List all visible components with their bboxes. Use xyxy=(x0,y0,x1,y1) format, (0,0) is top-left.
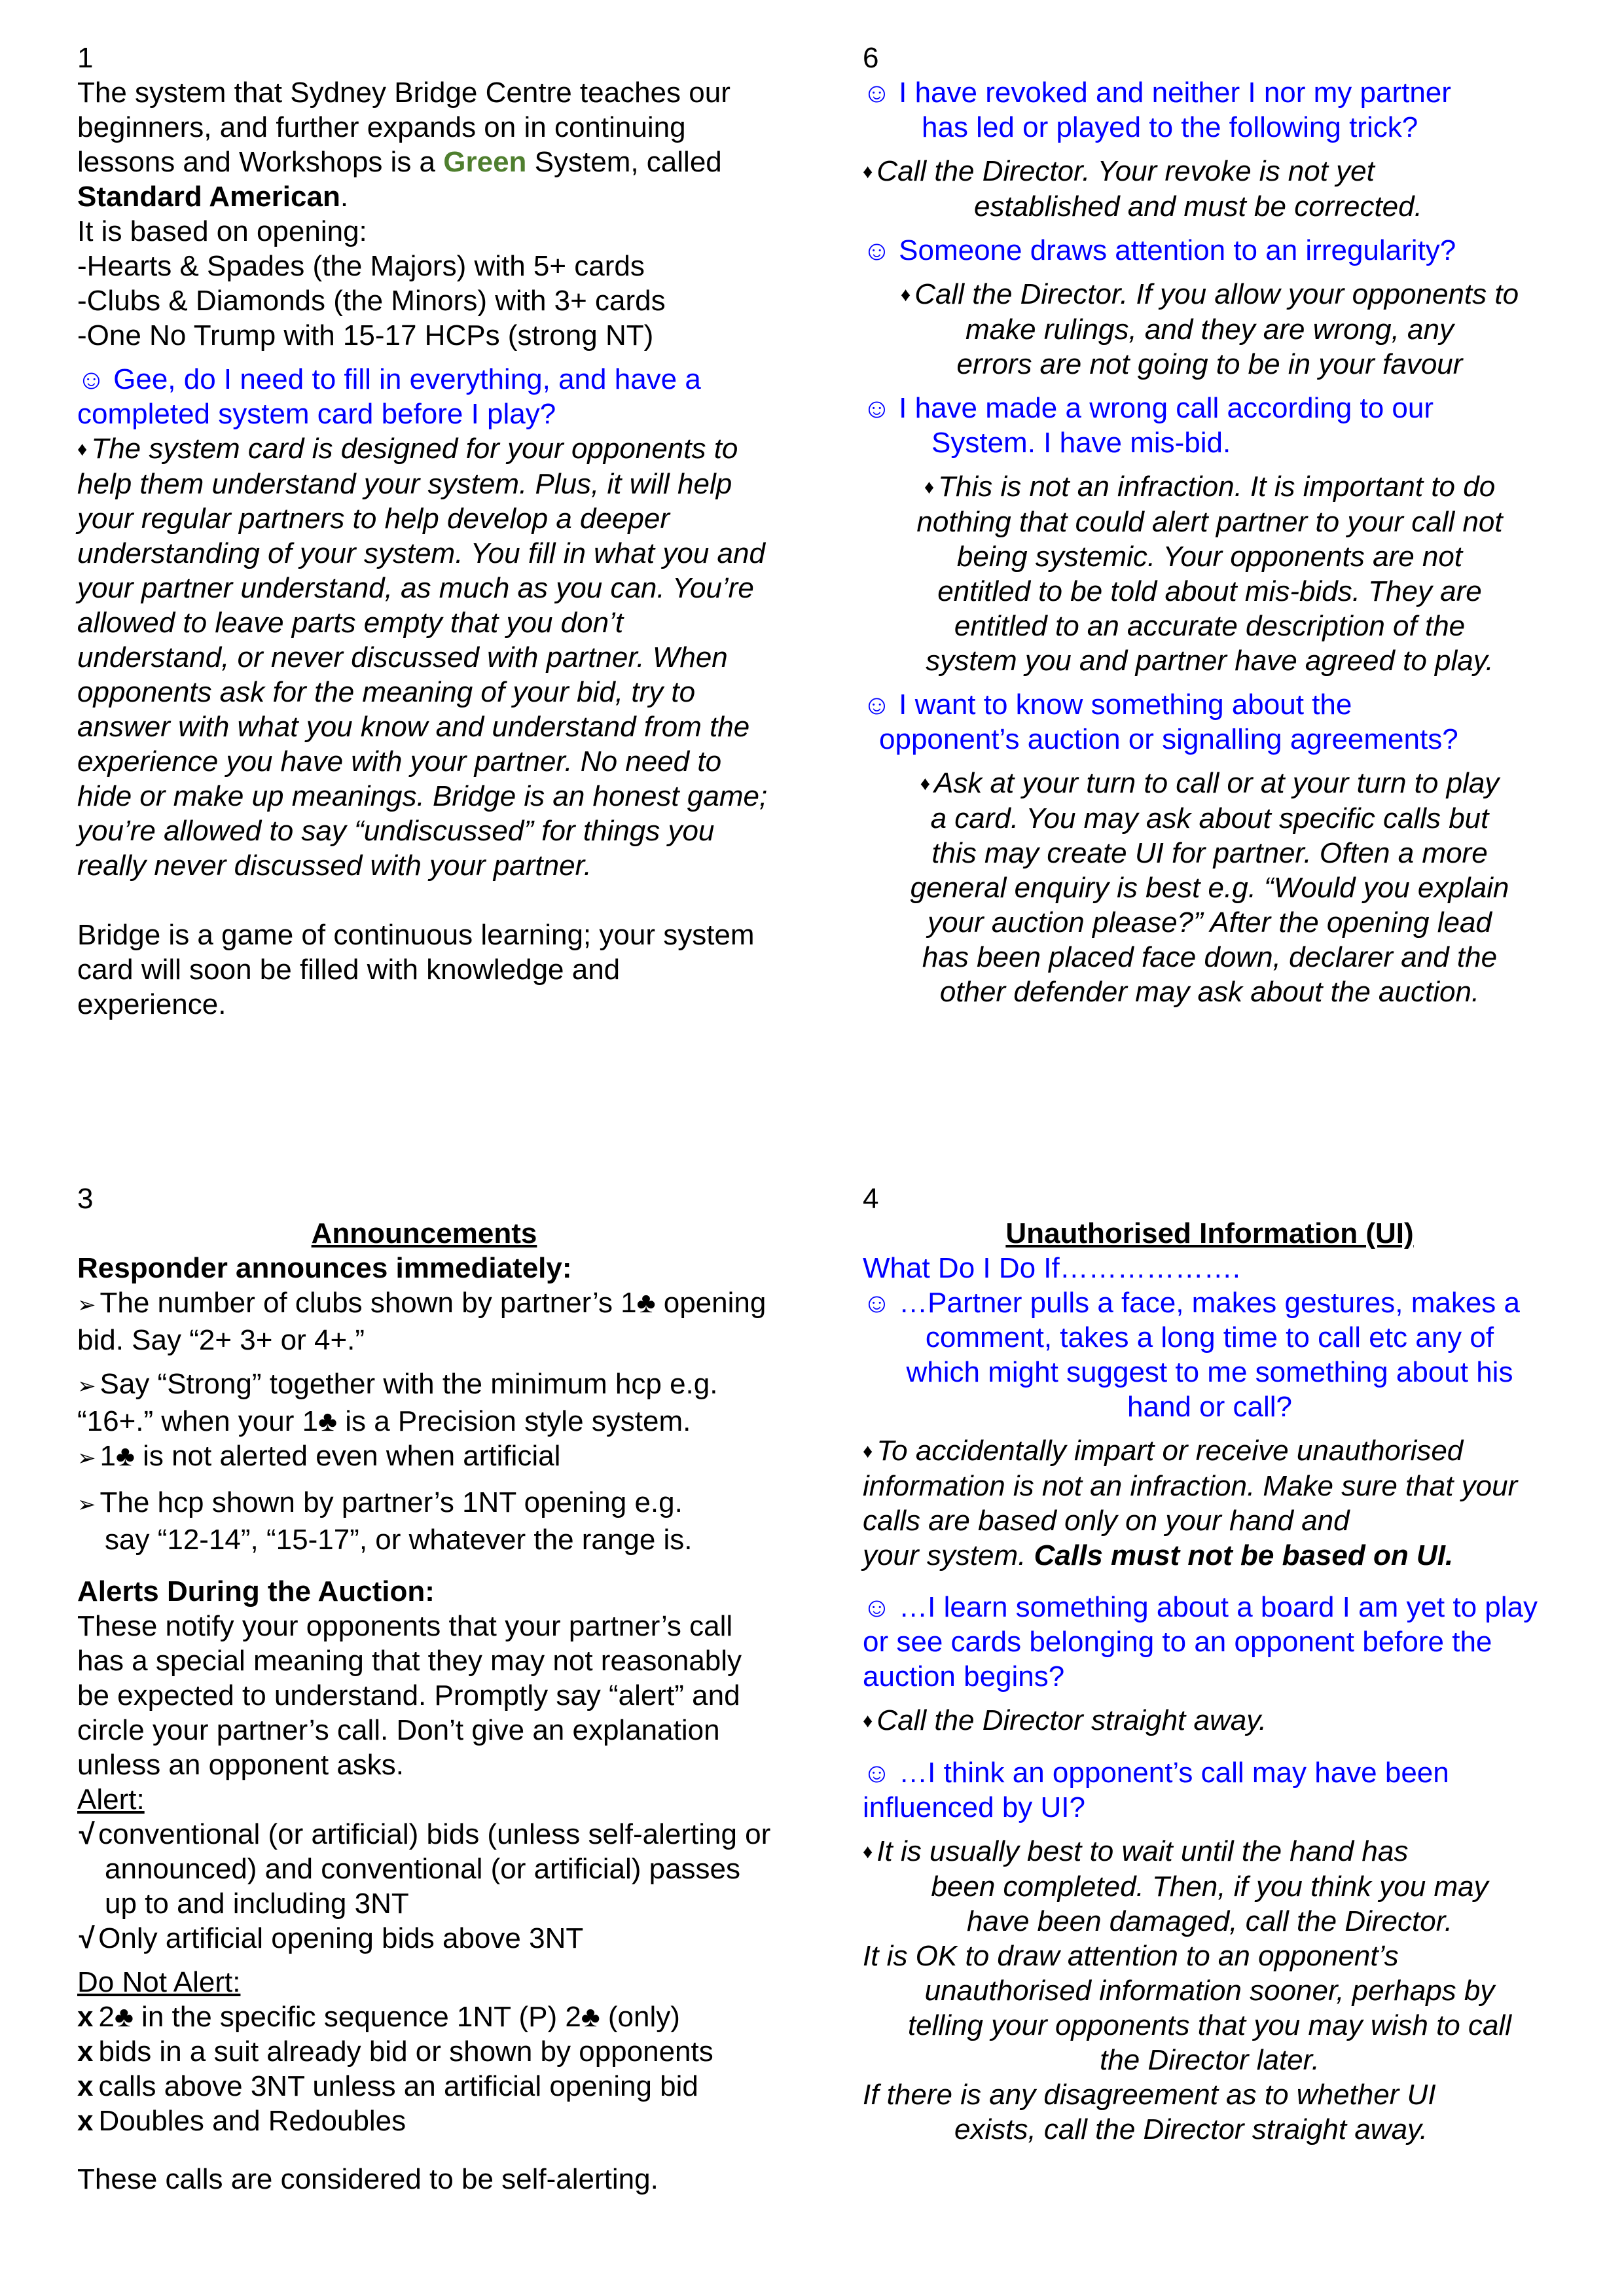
check-icon: √ xyxy=(77,1922,94,1954)
question-text: comment, takes a long time to call etc any of xyxy=(925,1321,1494,1354)
intro-text: The system that Sydney Bridge Centre teaches our beginners, and further expands on in continuing lessons and Workshops is a xyxy=(77,77,731,178)
announce-text: 1♣ is not alerted even when artificial xyxy=(99,1440,561,1472)
answer-text: have been damaged, call the Director. xyxy=(967,1905,1453,1937)
faq-question xyxy=(863,1590,1557,1694)
smiley-icon: ☺ xyxy=(863,77,891,108)
intro-text-2: System, called xyxy=(526,146,722,178)
answer-text: This is not an infraction. It is important to do xyxy=(938,471,1496,503)
cross-icon: x xyxy=(77,2001,94,2033)
opening-item: -Clubs & Diamonds (the Minors) with 3+ cards xyxy=(77,285,666,317)
announce-item xyxy=(77,1367,771,1439)
do-not-alert-item xyxy=(77,2069,771,2104)
do-not-alert-item xyxy=(77,2104,771,2138)
smiley-icon: ☺ xyxy=(863,235,891,266)
answer-text: system you and partner have agreed to play. xyxy=(926,645,1494,677)
answer-text: been completed. Then, if you think you may xyxy=(931,1871,1489,1903)
answer-text: other defender may ask about the auction. xyxy=(939,976,1480,1008)
question-text: …I learn something about a board I am yet to play or see cards belonging to an opponent before the auction begins? xyxy=(863,1591,1538,1693)
arrow-bullet-icon: ➢ xyxy=(77,1293,96,1318)
alerts-heading: Alerts During the Auction: xyxy=(77,1575,435,1607)
diamond-icon: ♦ xyxy=(77,439,88,460)
faq-question xyxy=(863,391,1557,460)
section-title: Announcements xyxy=(311,1217,537,1249)
question-text: …Partner pulls a face, makes gestures, makes a xyxy=(899,1287,1520,1319)
note-text: the Director later. xyxy=(1100,2044,1320,2076)
smiley-icon: ☺ xyxy=(863,689,891,720)
closing-note: These calls are considered to be self-alerting. xyxy=(77,2163,659,2195)
ui-note xyxy=(863,1939,1557,2077)
faq-answer xyxy=(863,1433,1557,1573)
cross-icon: x xyxy=(77,2070,94,2102)
answer-text: your system. xyxy=(863,1539,1034,1571)
answer-text: a card. You may ask about specific calls but xyxy=(930,802,1489,834)
do-not-alert-item xyxy=(77,2000,771,2034)
panel-number: 6 xyxy=(863,42,879,74)
note-text: If there is any disagreement as to whether UI xyxy=(863,2079,1436,2111)
faq-question xyxy=(863,75,1557,145)
do-not-alert-item xyxy=(77,2034,771,2069)
question-text: Someone draws attention to an irregularity? xyxy=(899,234,1456,266)
opening-item: -Hearts & Spades (the Majors) with 5+ cards xyxy=(77,250,645,282)
faq-answer xyxy=(863,1703,1557,1738)
announce-item xyxy=(77,1485,771,1557)
diamond-icon: ♦ xyxy=(863,1841,873,1863)
faq-answer xyxy=(863,277,1557,382)
announce-text: The number of clubs shown by partner’s 1♣ opening bid. Say “2+ 3+ or 4+.” xyxy=(77,1287,767,1356)
lead-in: What Do I Do If………………. xyxy=(863,1252,1240,1284)
answer-text: general enquiry is best e.g. “Would you explain xyxy=(910,872,1509,904)
ui-note xyxy=(863,2077,1557,2147)
diamond-icon: ♦ xyxy=(900,284,911,306)
faq-answer xyxy=(863,1834,1557,1939)
question-text: Gee, do I need to fill in everything, and have a completed system card before I play? xyxy=(77,363,701,430)
answer-text: your auction please?” After the opening lead xyxy=(928,906,1492,939)
alert-text: conventional (or artificial) bids (unless self-alerting or announced) and conventional (or artificial) passes up to and including 3NT xyxy=(98,1818,771,1920)
do-not-alert-text: 2♣ in the specific sequence 1NT (P) 2♣ (only) xyxy=(98,2001,680,2033)
announce-item xyxy=(77,1285,771,1357)
announce-text: say “12-14”, “15-17”, or whatever the range is. xyxy=(105,1524,693,1556)
faq-answer xyxy=(863,766,1557,1009)
note-text: It is OK to draw attention to an opponent’s xyxy=(863,1940,1399,1972)
diamond-icon: ♦ xyxy=(863,1441,873,1462)
answer-text: make rulings, and they are wrong, any xyxy=(965,314,1454,346)
note-text: telling your opponents that you may wish to call xyxy=(907,2009,1512,2041)
question-text: has led or played to the following trick? xyxy=(922,111,1418,143)
announce-text: Say “Strong” together with the minimum hcp e.g. “16+.” when your 1♣ is a Precision style system. xyxy=(77,1368,718,1437)
answer-text: To accidentally impart or receive unauthorised information is not an infraction. Make sure that your calls are based only on your hand and xyxy=(863,1435,1518,1537)
responder-heading: Responder announces immediately: xyxy=(77,1252,572,1284)
smiley-icon: ☺ xyxy=(863,1757,891,1788)
panel-4-unauthorised-information xyxy=(863,1181,1557,2147)
announce-text: The hcp shown by partner’s 1NT opening e.g. xyxy=(99,1486,683,1518)
panel-1-system-intro xyxy=(77,41,771,1022)
question-text: I have made a wrong call according to our xyxy=(899,392,1434,424)
green-system-label: Green xyxy=(443,146,527,178)
check-icon: √ xyxy=(77,1818,94,1850)
question-text: …I think an opponent’s call may have been influenced by UI? xyxy=(863,1757,1449,1823)
answer-text: Call the Director straight away. xyxy=(876,1704,1267,1736)
based-on-label: It is based on opening: xyxy=(77,215,367,247)
diamond-icon: ♦ xyxy=(863,1710,873,1732)
standard-american-label: Standard American xyxy=(77,181,340,213)
faq-question xyxy=(863,1755,1557,1825)
faq-question xyxy=(77,362,771,431)
do-not-alert-text: Doubles and Redoubles xyxy=(98,2105,406,2137)
panel-6-irregularities xyxy=(863,41,1557,1009)
question-text: which might suggest to me something about his xyxy=(906,1356,1513,1388)
opening-item: -One No Trump with 15-17 HCPs (strong NT) xyxy=(77,319,654,351)
answer-text: The system card is designed for your opponents to help them understand your system. Plus, it will help your regular partners to help develop a deeper understanding of your system. You fill in what you and your partner understand, as much as you can. You’re allowed to leave parts empty that you don’t understand, or never discussed with partner. When opponents ask for the meaning of your bid, try to answer with what you know and understand from the experience you have with your partner. No need to hide or make up meanings. Bridge is an honest game; you’re allowed to say “undiscussed” for things you really never discussed with your partner. xyxy=(77,433,768,882)
smiley-icon: ☺ xyxy=(863,393,891,423)
note-text: unauthorised information sooner, perhaps by xyxy=(924,1975,1495,2007)
alert-item xyxy=(77,1921,771,1956)
faq-question xyxy=(863,687,1557,757)
smiley-icon: ☺ xyxy=(863,1592,891,1623)
faq-answer xyxy=(863,469,1557,678)
question-text: System. I have mis-bid. xyxy=(931,427,1231,459)
answer-text: entitled to an accurate description of the xyxy=(954,610,1466,642)
alert-item xyxy=(77,1817,771,1921)
note-text: exists, call the Director straight away. xyxy=(954,2113,1428,2145)
arrow-bullet-icon: ➢ xyxy=(77,1492,96,1517)
alert-label: Alert: xyxy=(77,1784,145,1816)
diamond-icon: ♦ xyxy=(920,773,930,795)
panel-3-announcements xyxy=(77,1181,771,2197)
section-title: Unauthorised Information (UI) xyxy=(1005,1217,1414,1249)
faq-question xyxy=(863,233,1557,268)
diamond-icon: ♦ xyxy=(863,161,873,183)
answer-text: Call the Director. Your revoke is not yet xyxy=(876,155,1375,187)
do-not-alert-label: Do Not Alert: xyxy=(77,1966,241,1998)
answer-text: has been placed face down, declarer and the xyxy=(922,941,1498,973)
arrow-bullet-icon: ➢ xyxy=(77,1374,96,1399)
do-not-alert-text: calls above 3NT unless an artificial opening bid xyxy=(98,2070,698,2102)
cross-icon: x xyxy=(77,2036,94,2068)
intro-end: . xyxy=(340,181,349,213)
cross-icon: x xyxy=(77,2105,94,2137)
alert-text: Only artificial opening bids above 3NT xyxy=(98,1922,584,1954)
announce-item xyxy=(77,1439,771,1476)
faq-answer xyxy=(863,154,1557,224)
answer-text: established and must be corrected. xyxy=(974,190,1422,223)
alerts-description: These notify your opponents that your partner’s call has a special meaning that they may not reasonably be expected to understand. Promptly say “alert” and circle your partner’s call. Don’t give an explanation unless an opponent asks. xyxy=(77,1610,742,1781)
faq-question xyxy=(863,1285,1557,1424)
answer-text: this may create UI for partner. Often a more xyxy=(931,837,1488,869)
panel-number: 3 xyxy=(77,1183,94,1215)
answer-text: Ask at your turn to call or at your turn to play xyxy=(934,767,1500,799)
ui-warning-bold: Calls must not be based on UI. xyxy=(1034,1539,1454,1571)
question-text: I want to know something about the xyxy=(899,689,1352,721)
intro-paragraph xyxy=(77,75,771,214)
faq-answer xyxy=(77,431,771,883)
smiley-icon: ☺ xyxy=(77,364,105,395)
question-text: hand or call? xyxy=(1127,1391,1292,1423)
answer-text: errors are not going to be in your favour xyxy=(956,348,1463,380)
answer-text: It is usually best to wait until the hand has xyxy=(876,1835,1409,1867)
question-text: opponent’s auction or signalling agreements? xyxy=(879,723,1458,755)
do-not-alert-text: bids in a suit already bid or shown by opponents xyxy=(98,2036,713,2068)
closing-paragraph: Bridge is a game of continuous learning; your system card will soon be filled with knowledge and experience. xyxy=(77,919,755,1020)
diamond-icon: ♦ xyxy=(924,476,935,498)
smiley-icon: ☺ xyxy=(863,1287,891,1318)
panel-number: 4 xyxy=(863,1183,879,1215)
answer-text: being systemic. Your opponents are not xyxy=(956,541,1463,573)
panel-number: 1 xyxy=(77,42,94,74)
answer-text: Call the Director. If you allow your opponents to xyxy=(914,278,1519,310)
answer-text: nothing that could alert partner to your call not xyxy=(916,506,1503,538)
arrow-bullet-icon: ➢ xyxy=(77,1446,96,1471)
question-text: I have revoked and neither I nor my partner xyxy=(899,77,1451,109)
answer-text: entitled to be told about mis-bids. They are xyxy=(937,575,1482,607)
